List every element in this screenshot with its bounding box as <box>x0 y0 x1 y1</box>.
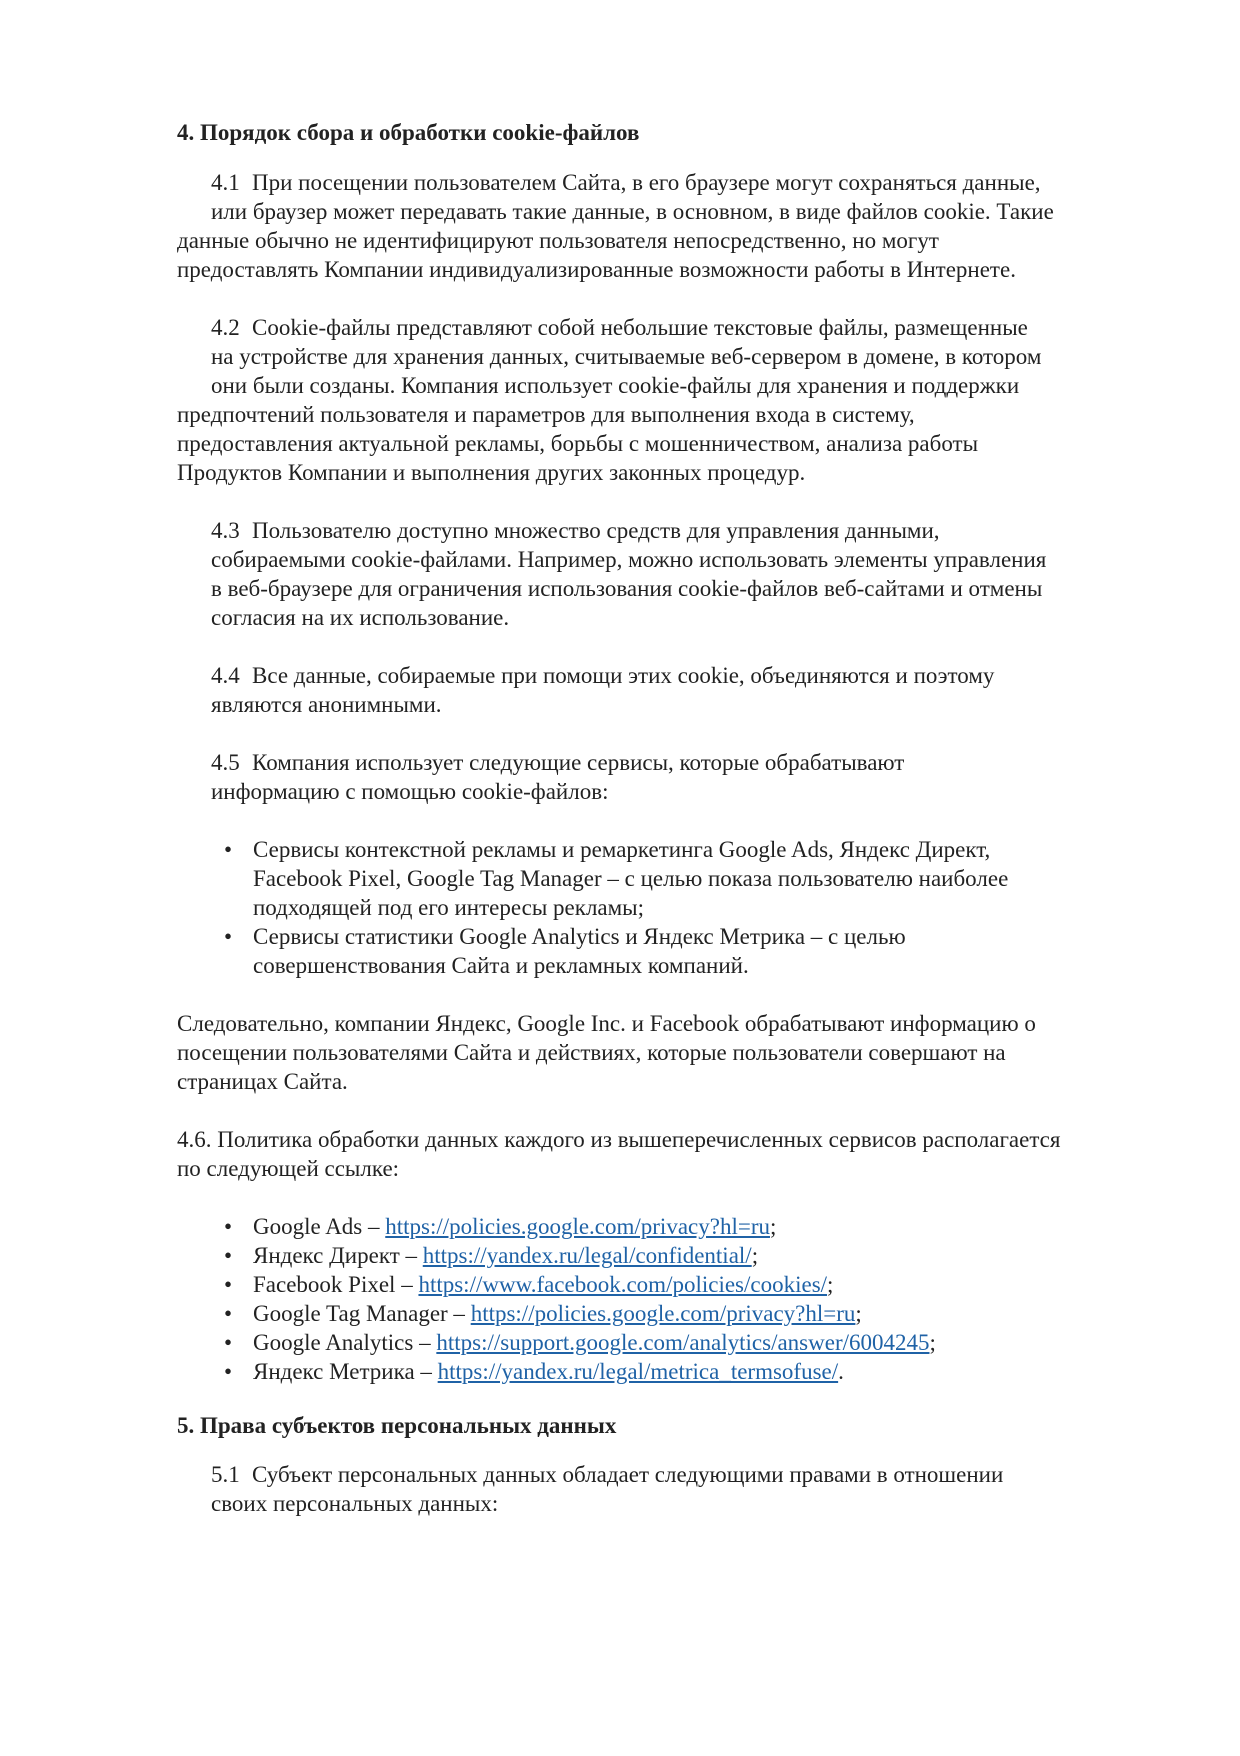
list-item-link <box>177 1357 1142 1386</box>
list-item-link <box>177 1270 1142 1299</box>
policy-link-google-analytics[interactable]: https://support.google.com/analytics/answer/6004245 <box>436 1330 930 1355</box>
service-name: Google Analytics – <box>253 1330 437 1355</box>
policy-link-yandex-metrica[interactable]: https://yandex.ru/legal/metrica_termsofuse/ <box>437 1359 839 1384</box>
list-item-line: Facebook Pixel, Google Tag Manager – с целью показа пользователю наиболее <box>253 866 1009 891</box>
policy-links-list <box>177 1212 1142 1386</box>
policy-link-facebook-pixel[interactable]: https://www.facebook.com/policies/cookies/ <box>418 1272 828 1297</box>
service-name: Google Tag Manager – <box>253 1301 471 1326</box>
service-name: Яндекс Метрика – <box>253 1359 438 1384</box>
bullet-icon: • <box>223 924 233 949</box>
paragraph-number: 4.1 <box>211 170 240 195</box>
paragraph-line: собираемыми cookie-файлами. Например, можно использовать элементы управления <box>211 547 1047 572</box>
bullet-icon: • <box>223 1330 233 1355</box>
paragraph-line: на устройстве для хранения данных, считываемые веб-сервером в домене, в котором <box>211 344 1042 369</box>
paragraph-number: 4.5 <box>211 750 240 775</box>
list-item-link <box>177 1299 1142 1328</box>
paragraph-line: Субъект персональных данных обладает следующими правами в отношении <box>252 1462 1004 1487</box>
punctuation: ; <box>751 1243 759 1268</box>
bullet-icon: • <box>223 1214 233 1239</box>
paragraph-line: страницах Сайта. <box>177 1069 348 1094</box>
list-item <box>177 835 1142 922</box>
paragraph-line: посещении пользователями Сайта и действиях, которые пользователи совершают на <box>177 1040 1006 1065</box>
paragraph-line: или браузер может передавать такие данные, в основном, в виде файлов cookie. Такие <box>211 199 1054 224</box>
section-5-heading: 5. Права субъектов персональных данных <box>177 1413 617 1438</box>
paragraph-line: по следующей ссылке: <box>177 1156 400 1181</box>
paragraph-number: 4.4 <box>211 663 240 688</box>
section-4-heading: 4. Порядок сбора и обработки cookie-файлов <box>177 120 640 145</box>
punctuation: ; <box>827 1272 834 1297</box>
paragraph-line: данные обычно не идентифицируют пользователя непосредственно, но могут <box>177 228 939 253</box>
paragraph-line: Продуктов Компании и выполнения других законных процедур. <box>177 460 806 485</box>
service-name: Яндекс Директ – <box>253 1243 423 1268</box>
paragraph-line: согласия на их использование. <box>211 605 510 630</box>
document-content <box>177 118 1142 1547</box>
paragraph-line: Пользователю доступно множество средств для управления данными, <box>252 518 940 543</box>
punctuation: ; <box>929 1330 936 1355</box>
list-item-line: подходящей под его интересы рекламы; <box>253 895 645 920</box>
policy-link-google-ads[interactable]: https://policies.google.com/privacy?hl=ru <box>385 1214 770 1239</box>
paragraph-4-4 <box>177 661 1142 719</box>
paragraph-line: являются анонимными. <box>211 692 442 717</box>
paragraph-consequence <box>177 1009 1142 1096</box>
paragraph-line: Cookie-файлы представляют собой небольшие текстовые файлы, размещенные <box>252 315 1028 340</box>
policy-link-yandex-direct[interactable]: https://yandex.ru/legal/confidential/ <box>422 1243 752 1268</box>
list-item-link <box>177 1212 1142 1241</box>
paragraph-number: 4.2 <box>211 315 240 340</box>
list-item-link <box>177 1328 1142 1357</box>
bullet-icon: • <box>223 1272 233 1297</box>
paragraph-line: информацию с помощью cookie-файлов: <box>211 779 609 804</box>
paragraph-number: 5.1 <box>211 1462 240 1487</box>
punctuation: ; <box>769 1214 777 1239</box>
bullet-icon: • <box>223 1243 233 1268</box>
paragraph-line: они были созданы. Компания использует cookie-файлы для хранения и поддержки <box>211 373 1020 398</box>
punctuation: ; <box>855 1301 862 1326</box>
paragraph-line: 4.6. Политика обработки данных каждого из вышеперечисленных сервисов располагается <box>177 1127 1061 1152</box>
paragraph-number: 4.3 <box>211 518 240 543</box>
punctuation: . <box>838 1359 844 1384</box>
paragraph-line: Следовательно, компании Яндекс, Google Inc. и Facebook обрабатывают информацию о <box>177 1011 1036 1036</box>
paragraph-4-1 <box>177 168 1142 284</box>
bullet-icon: • <box>223 1359 233 1384</box>
list-item-link <box>177 1241 1142 1270</box>
paragraph-line: своих персональных данных: <box>211 1491 499 1516</box>
list-item-line: Сервисы контекстной рекламы и ремаркетинга Google Ads, Яндекс Директ, <box>253 837 991 862</box>
paragraph-line: предпочтений пользователя и параметров для выполнения входа в систему, <box>177 402 915 427</box>
service-name: Facebook Pixel – <box>253 1272 419 1297</box>
paragraph-line: При посещении пользователем Сайта, в его браузере могут сохраняться данные, <box>252 170 1041 195</box>
paragraph-4-3 <box>177 516 1142 632</box>
paragraph-line: Компания использует следующие сервисы, которые обрабатывают <box>252 750 905 775</box>
bullet-icon: • <box>223 837 233 862</box>
paragraph-4-5 <box>177 748 1142 806</box>
list-item-line: Сервисы статистики Google Analytics и Яндекс Метрика – с целью <box>253 924 906 949</box>
bullet-icon: • <box>223 1301 233 1326</box>
list-item-line: совершенствования Сайта и рекламных компаний. <box>253 953 749 978</box>
service-name: Google Ads – <box>253 1214 386 1239</box>
paragraph-5-1 <box>177 1460 1142 1518</box>
list-item <box>177 922 1142 980</box>
paragraph-line: предоставлять Компании индивидуализированные возможности работы в Интернете. <box>177 257 1016 282</box>
policy-link-google-tag-manager[interactable]: https://policies.google.com/privacy?hl=ru <box>470 1301 856 1326</box>
services-bullet-list <box>177 835 1142 980</box>
paragraph-4-2 <box>177 313 1142 487</box>
paragraph-4-6 <box>177 1125 1142 1183</box>
paragraph-line: в веб-браузере для ограничения использования cookie-файлов веб-сайтами и отмены <box>211 576 1043 601</box>
paragraph-line: предоставления актуальной рекламы, борьбы с мошенничеством, анализа работы <box>177 431 979 456</box>
paragraph-line: Все данные, собираемые при помощи этих cookie, объединяются и поэтому <box>252 663 995 688</box>
